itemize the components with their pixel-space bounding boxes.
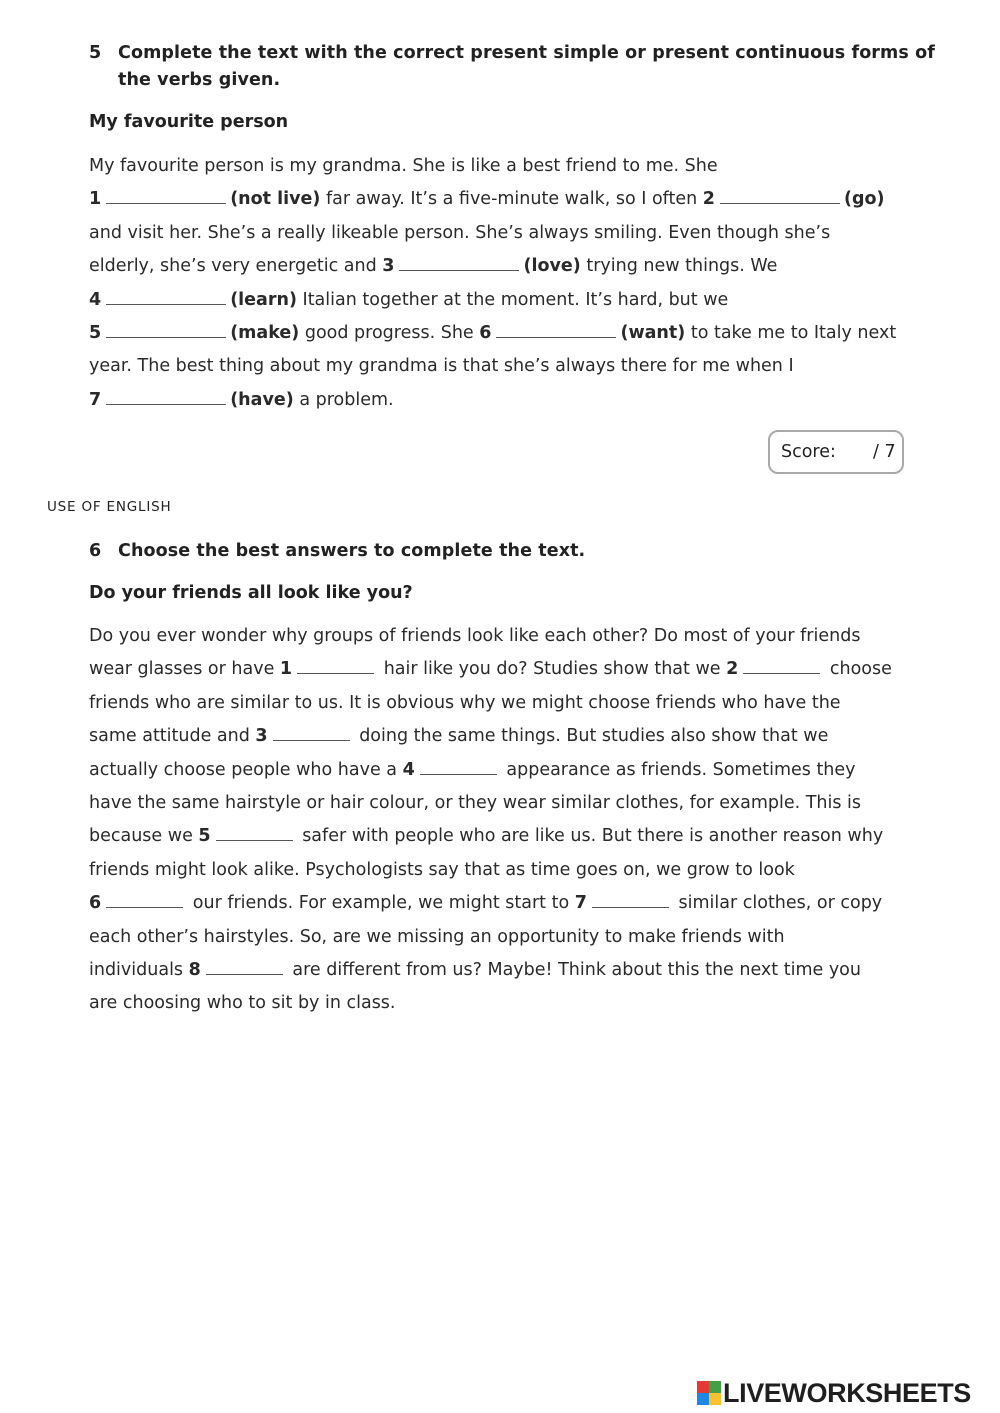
gap-number: 1 bbox=[279, 659, 293, 680]
choice-gap-2[interactable] bbox=[743, 659, 820, 674]
verb-cue: (want) bbox=[620, 322, 686, 343]
answer-gap-2[interactable] bbox=[720, 189, 840, 204]
gap-number: 6 bbox=[89, 893, 102, 914]
gap-number: 3 bbox=[255, 726, 268, 747]
text-line: Do you ever wonder why groups of friends look like each other? Do most of your friends bbox=[89, 626, 861, 646]
answer-gap-3[interactable] bbox=[399, 256, 519, 271]
text-line: friends might look alike. Psychologists say that as time goes on, we grow to look bbox=[89, 859, 795, 880]
choice-gap-6[interactable] bbox=[106, 893, 183, 908]
gap-number: 4 bbox=[89, 289, 102, 310]
text-line: same attitude and 3 doing the same things. But studies also show that we bbox=[89, 726, 829, 747]
choice-gap-3[interactable] bbox=[273, 726, 350, 741]
verb-cue: (learn) bbox=[230, 289, 297, 310]
text-line: have the same hairstyle or hair colour, or they wear similar clothes, for example. This is bbox=[89, 792, 862, 813]
choice-gap-4[interactable] bbox=[420, 760, 497, 775]
exercise-6-number: 6 bbox=[89, 541, 102, 561]
gap-number: 8 bbox=[188, 959, 201, 980]
answer-gap-6[interactable] bbox=[496, 323, 616, 338]
score-box bbox=[768, 430, 904, 474]
gap-number: 5 bbox=[89, 322, 102, 343]
gap-number: 6 bbox=[479, 322, 492, 343]
gap-number: 3 bbox=[382, 256, 395, 277]
gap-number: 2 bbox=[702, 189, 715, 210]
verb-cue: (make) bbox=[230, 322, 300, 343]
answer-gap-7[interactable] bbox=[106, 390, 226, 405]
text-line: 1 (not live) far away. It’s a five-minute walk, so I often 2 (go) bbox=[89, 189, 885, 210]
text-line: 7 (have) a problem. bbox=[89, 389, 394, 410]
exercise-6-title: Do your friends all look like you? bbox=[89, 583, 413, 603]
exercise-6-instruction-text: Choose the best answers to complete the text. bbox=[118, 541, 586, 561]
text-line: 6 our friends. For example, we might start to 7 similar clothes, or copy bbox=[89, 893, 883, 914]
liveworksheets-logo[interactable] bbox=[697, 1376, 971, 1410]
gap-number: 7 bbox=[574, 893, 587, 914]
answer-gap-1[interactable] bbox=[106, 189, 226, 204]
exercise-5-number: 5 bbox=[89, 43, 102, 63]
text-line: 5 (make) good progress. She 6 (want) to take me to Italy next bbox=[89, 322, 897, 343]
text-line: friends who are similar to us. It is obvious why we might choose friends who have the bbox=[89, 692, 841, 713]
score-label: Score: bbox=[781, 442, 836, 462]
exercise-5-title: My favourite person bbox=[89, 112, 289, 132]
text-line: are choosing who to sit by in class. bbox=[89, 993, 396, 1014]
text-line: each other’s hairstyles. So, are we missing an opportunity to make friends with bbox=[89, 926, 785, 947]
text-line: actually choose people who have a 4 appearance as friends. Sometimes they bbox=[89, 759, 856, 780]
exercise-5-instruction-text: Complete the text with the correct present simple or present continuous forms of the verbs given. bbox=[118, 43, 935, 90]
choice-gap-8[interactable] bbox=[206, 960, 283, 975]
answer-gap-4[interactable] bbox=[106, 290, 226, 305]
gap-number: 2 bbox=[726, 659, 739, 680]
text-line: elderly, she’s very energetic and 3 (love) trying new things. We bbox=[89, 256, 778, 277]
logo-blocks-icon bbox=[697, 1381, 721, 1405]
text-line: 4 (learn) Italian together at the moment. It’s hard, but we bbox=[89, 289, 729, 310]
answer-gap-5[interactable] bbox=[106, 323, 226, 338]
text-line: and visit her. She’s a really likeable person. She’s always smiling. Even though she’s bbox=[89, 222, 831, 243]
gap-number: 5 bbox=[198, 826, 211, 847]
text-line: My favourite person is my grandma. She is like a best friend to me. She bbox=[89, 156, 718, 176]
exercise-6-instruction bbox=[89, 538, 948, 565]
score-total: / 7 bbox=[873, 442, 896, 462]
section-label: USE OF ENGLISH bbox=[47, 499, 172, 515]
text-line: individuals 8 are different from us? Maybe! Think about this the next time you bbox=[89, 959, 861, 980]
gap-number: 4 bbox=[402, 759, 415, 780]
verb-cue: (love) bbox=[523, 256, 581, 277]
choice-gap-1[interactable] bbox=[297, 659, 374, 674]
exercise-6-text bbox=[89, 620, 915, 1021]
gap-number: 1 bbox=[89, 189, 102, 210]
gap-number: 7 bbox=[89, 389, 102, 410]
verb-cue: (not live) bbox=[230, 189, 321, 210]
exercise-5-instruction bbox=[89, 40, 948, 94]
verb-cue: (go) bbox=[843, 189, 885, 210]
verb-cue: (have) bbox=[230, 389, 294, 410]
text-line: year. The best thing about my grandma is that she’s always there for me when I bbox=[89, 356, 794, 377]
text-line: because we 5 safer with people who are like us. But there is another reason why bbox=[89, 826, 884, 847]
choice-gap-5[interactable] bbox=[216, 826, 293, 841]
exercise-5-text bbox=[89, 150, 915, 417]
logo-text: LIVEWORKSHEETS bbox=[723, 1377, 971, 1408]
text-line: wear glasses or have 1 hair like you do? Studies show that we 2 choose bbox=[89, 659, 892, 680]
choice-gap-7[interactable] bbox=[592, 893, 669, 908]
